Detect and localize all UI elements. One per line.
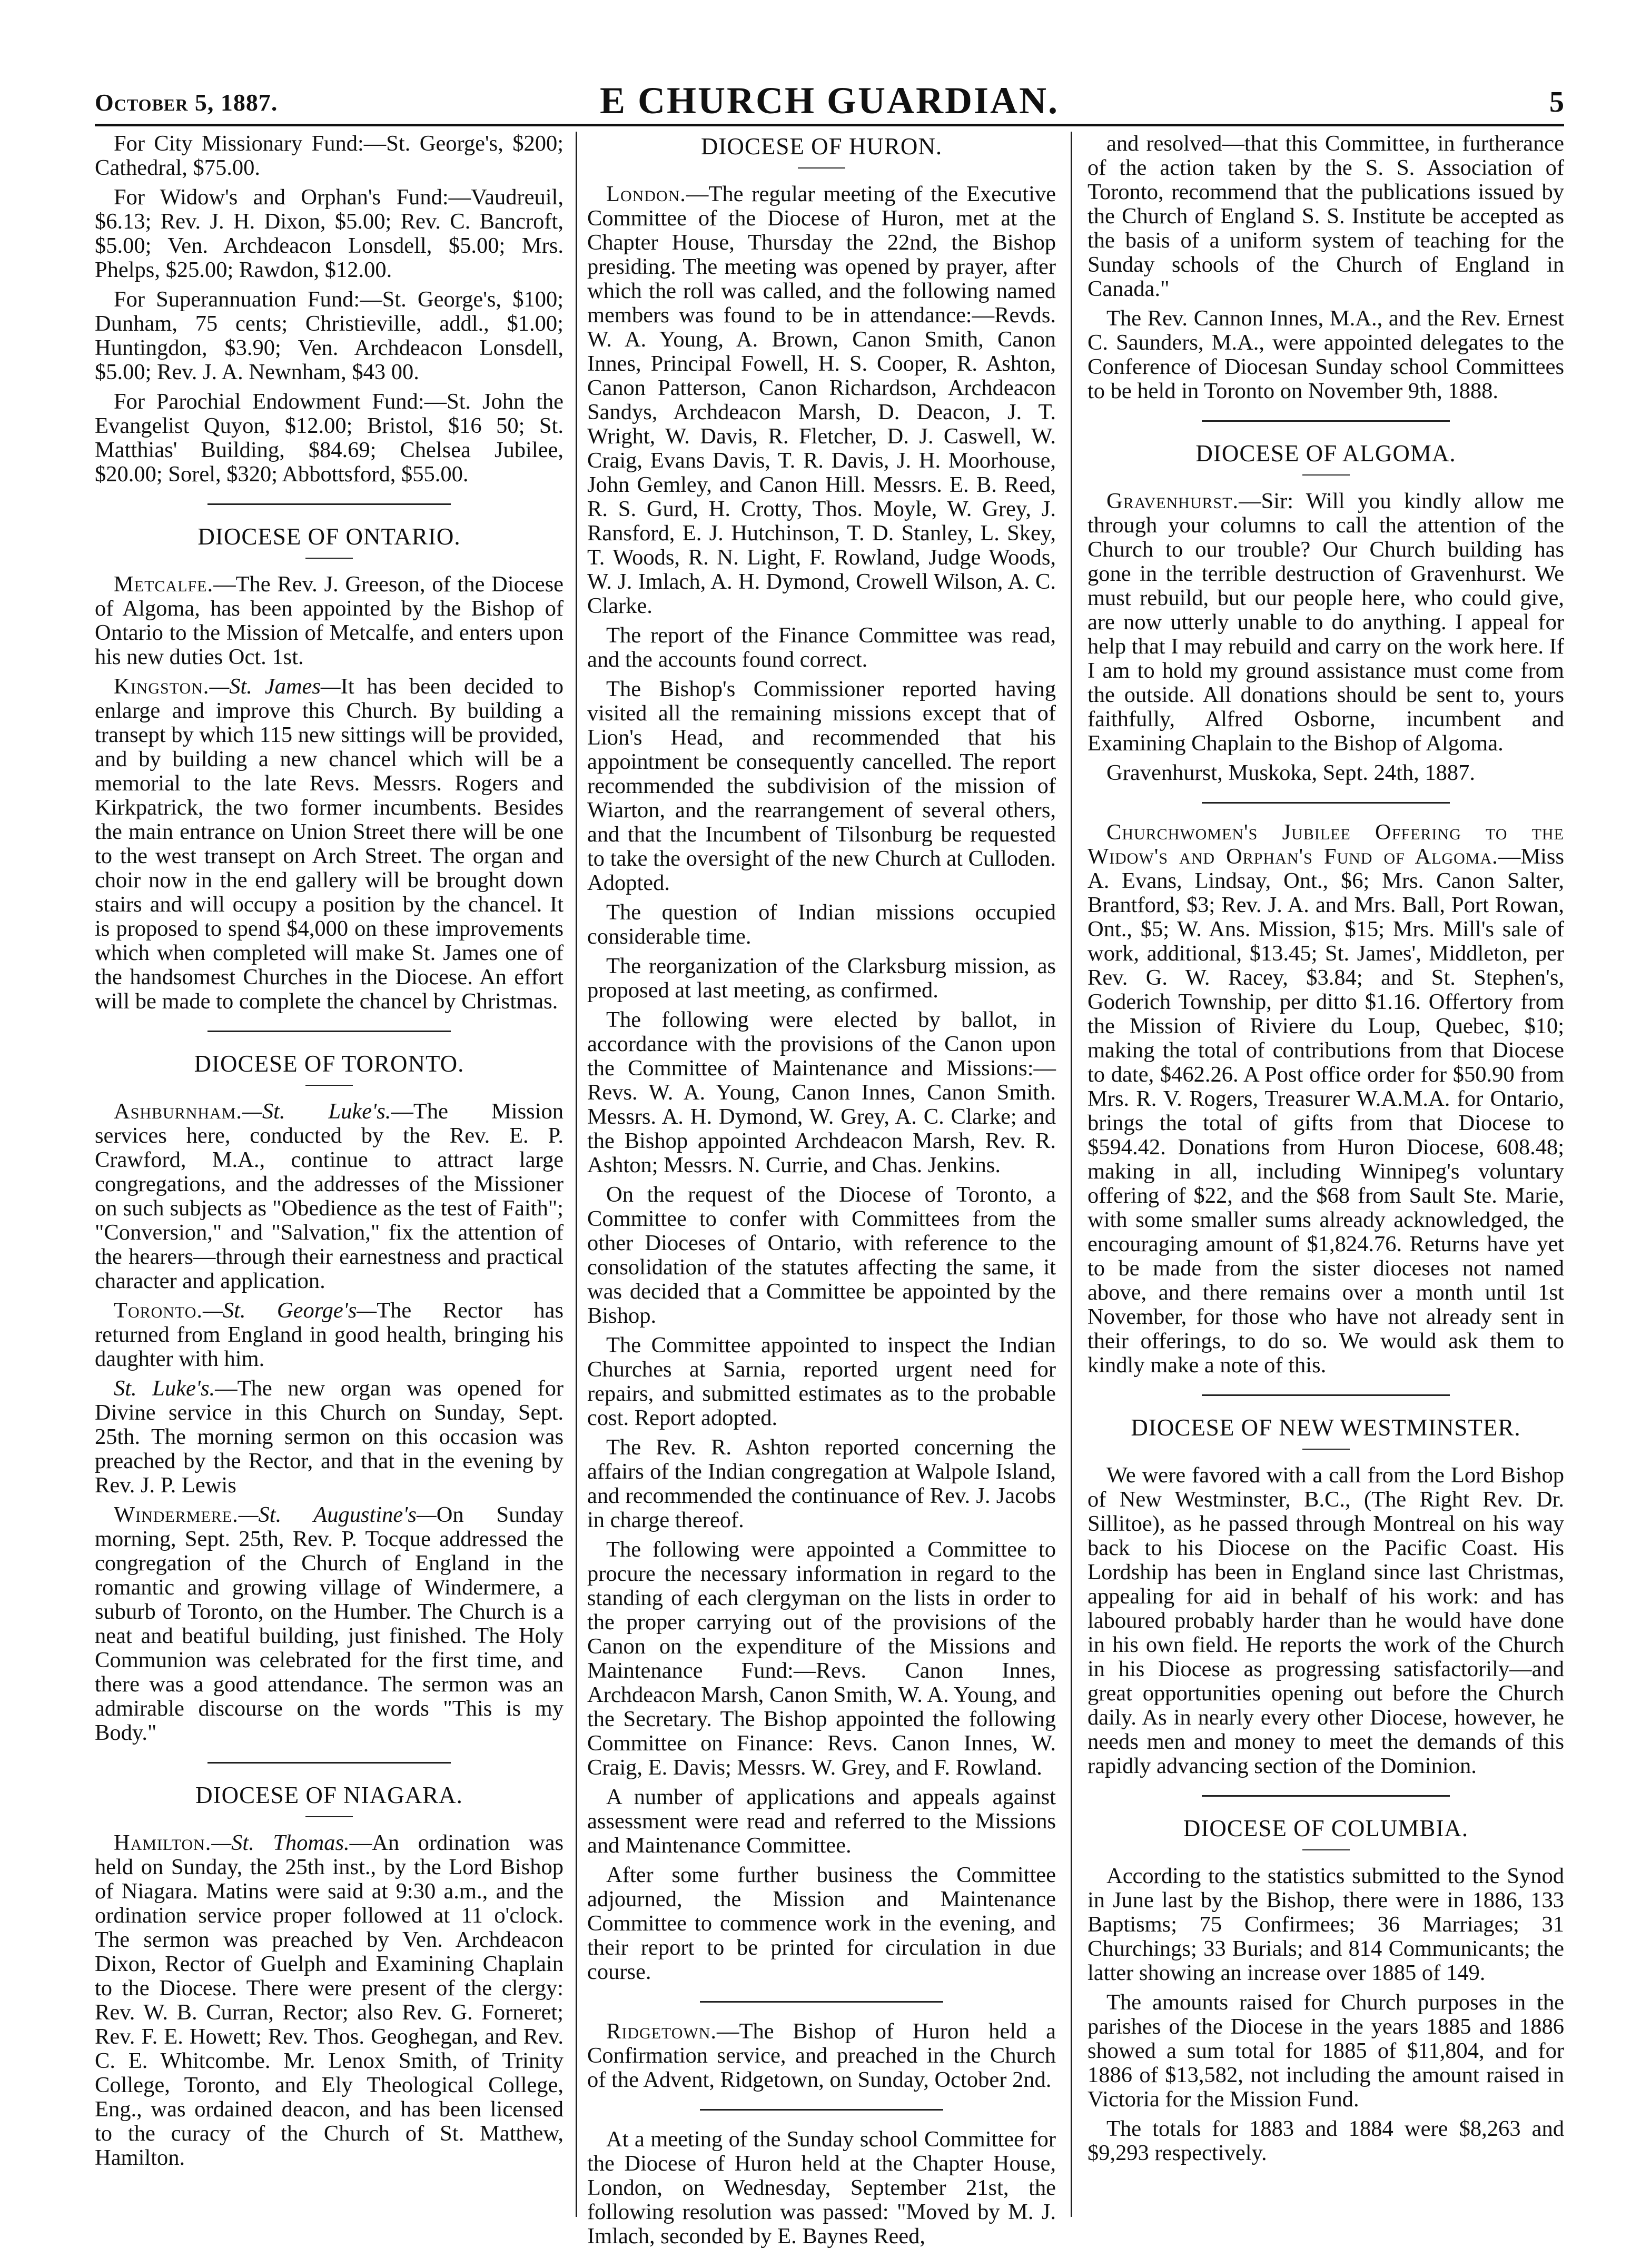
article-text: —The regular meeting of the Executive Committee of the Diocese of Huron, met at the Chapter House, Thursday the 22nd, the Bishop presiding. The meeting was opened by prayer, after which the roll was called, and the following named members was found to be in attendance:—Revds. W. A. Young, A. Brown, Canon Smith, Canon Innes, Principal Fowell, H. S. Cooper, R. Ashton, Canon Patterson, Canon Richardson, Archdeacon Sandys, Archdeacon Marsh, D. Deacon, J. T. Wright, W. Davis, R. Fletcher, D. J. Caswell, W. Craig, Evans Davis, T. R. Davis, J. H. Moorhouse, John Gemley, and Canon Hill. Messrs. E. B. Reed, R. S. Gurd, H. Crotty, Thos. Moyle, W. Grey, J. Ransford, E. J. Hutchinson, T. D. Stanley, L. Skey, T. Woods, R. N. Light, F. Rowland, Judge Woods, W. J. Imlach, A. H. Dymond, Crowell Wilson, A. C. Clarke. <box>587 182 1056 618</box>
paragraph: A number of applications and appeals against assessment were read and referred to the Missions and Maintenance Committee. <box>587 1785 1056 1858</box>
section-divider <box>1202 420 1450 422</box>
paragraph: and resolved—that this Committee, in furtherance of the action taken by the S. S. Association of Toronto, recommend that the publications issued by the Church of England S. S. Institute be accepted as the basis of a uniform system of teaching for the Sunday schools of the Church of England in Canada." <box>1088 131 1564 301</box>
section-divider <box>207 1031 451 1032</box>
place-lead: Gravenhurst. <box>1106 489 1239 513</box>
place-lead: London. <box>606 182 686 206</box>
paragraph: The Bishop's Commissioner reported having visited all the remaining missions except that of Lion's Head, and recommended that his appointment be consequently cancelled. The report recommended the subdivision of the mission of Wiarton, and the rearrangement of several others, and that the Incumbent of Tilsonburg be requested to take the oversight of the new Church at Culloden. Adopted. <box>587 677 1056 895</box>
paragraph: For City Missionary Fund:—St. George's, $200; Cathedral, $75.00. <box>95 131 563 180</box>
article-paragraph <box>95 675 563 1014</box>
place-lead: Kingston. <box>114 674 210 699</box>
article-paragraph <box>95 1376 563 1498</box>
page-number: 5 <box>1549 86 1564 118</box>
article-paragraph <box>1088 489 1564 756</box>
article-text: On Sunday morning, Sept. 25th, Rev. P. Tocque addressed the congregation of the Church of England in the romantic and growing village of Windermere, a suburb of Toronto, on the Humber. The Church is a neat and beatiful building, just finished. The Holy Communion was celebrated for the first time, and there was a good attendance. The sermon was an admirable discourse on the words "This is my Body." <box>95 1502 563 1745</box>
newspaper-title: E CHURCH GUARDIAN. <box>599 80 1059 122</box>
heading-rule <box>305 558 353 559</box>
article-paragraph <box>95 572 563 669</box>
place-lead: Churchwomen's Jubilee Offering to the Widow's and Orphan's Fund of Algoma. <box>1088 820 1564 869</box>
article-paragraph <box>1088 820 1564 1378</box>
heading-rule <box>1302 1449 1350 1450</box>
article-paragraph <box>95 1503 563 1745</box>
church-name: —St. James— <box>209 674 341 699</box>
article-paragraph <box>95 1299 563 1371</box>
column-left <box>95 132 563 2227</box>
paragraph: The Rev. Cannon Innes, M.A., and the Rev. Ernest C. Saunders, M.A., were appointed delegates to the Conference of Diocesan Sunday school Committees to be held in Toronto on November 9th, 1888. <box>1088 306 1564 403</box>
page-header <box>95 79 1564 126</box>
paragraph: The question of Indian missions occupied considerable time. <box>587 900 1056 949</box>
paragraph: The Committee appointed to inspect the Indian Churches at Sarnia, reported urgent need for repairs, and submitted estimates as to the probable cost. Report adopted. <box>587 1333 1056 1430</box>
paragraph: For Parochial Endowment Fund:—St. John the Evangelist Quyon, $12.00; Bristol, $16 50; St. Matthias' Building, $84.69; Chelsea Jubilee, $20.00; Sorel, $320; Abbottsford, $55.00. <box>95 389 563 487</box>
section-heading: DIOCESE OF NEW WESTMINSTER. <box>1131 1414 1521 1441</box>
paragraph: The following were appointed a Committee to procure the necessary information in regard to the standing of each clergyman on the lists in order to the proper carrying out of the provisions of the Canon on the expenditure of the Missions and Maintenance Fund:—Revs. Canon Innes, Archdeacon Marsh, Canon Smith, W. A. Young, and the Secretary. The Bishop appointed the following Committee on Finance: Revs. Canon Innes, W. Craig, E. Davis; Messrs. W. Grey, and F. Rowland. <box>587 1537 1056 1780</box>
church-name: —St. Augustine's— <box>238 1502 437 1527</box>
section-divider <box>1202 1795 1450 1797</box>
paragraph: The reorganization of the Clarksburg mission, as proposed at last meeting, as confirmed. <box>587 954 1056 1003</box>
heading-rule <box>305 1816 353 1817</box>
section-heading: DIOCESE OF TORONTO. <box>194 1051 464 1077</box>
section-divider <box>207 1762 451 1764</box>
paragraph: The amounts raised for Church purposes in the parishes of the Diocese in the years 1885 and 1886 showed a sum total for 1885 of $11,804, and for 1886 of $13,582, not including the amount raised in Victoria for the Mission Fund. <box>1088 1990 1564 2112</box>
column-right <box>1088 132 1564 2227</box>
article-text: It has been decided to enlarge and improve this Church. By building a transept by which 115 new sittings will be provided, and by building a new chancel which will be a memorial to the late Revs. Messrs. Rogers and Kirkpatrick, the two former incumbents. Besides the main entrance on Union Street there will be one to the west transept on Arch Street. The organ and choir now in the end gallery will be brought down stairs and will occupy a position by the chancel. It is proposed to spend $4,000 on these improvements which when completed will make St. James one of the handsomest Churches in the Diocese. An effort will be made to complete the chancel by Christmas. <box>95 674 563 1014</box>
heading-rule <box>1302 474 1350 476</box>
place-lead: Toronto. <box>114 1298 203 1323</box>
heading-rule <box>798 167 845 169</box>
place-lead: Windermere. <box>114 1502 239 1527</box>
section-heading: DIOCESE OF COLUMBIA. <box>1183 1815 1469 1841</box>
article-paragraph <box>95 1831 563 2170</box>
article-text: —The Bishop of Huron held a Confirmation service, and preached in the Church of the Advent, Ridgetown, on Sunday, October 2nd. <box>587 2019 1056 2092</box>
article-paragraph <box>587 182 1056 618</box>
section-divider <box>700 2109 944 2111</box>
column-middle <box>587 132 1056 2249</box>
church-name: —St. George's— <box>203 1298 377 1323</box>
article-text: —Miss A. Evans, Lindsay, Ont., $6; Mrs. Canon Salter, Brantford, $3; Rev. J. A. and Mrs. Ball, Port Rowan, Ont., $5; W. Ans. Mission, $15; Mrs. Mill's sale of work, additional, $13.45; St. James', Middleton, per Rev. G. W. Racey, $3.84; and St. Stephen's, Goderich Township, per ditto $1.16. Offertory from the Mission of Riviere du Loup, Quebec, $10; making the total of contributions from that Diocese to date, $462.26. A Post office order for $50.90 from Mrs. R. V. Rogers, Treasurer W.A.M.A. for Ontario, brings the total of gifts from that Diocese to $594.42. Donations from Huron Diocese, 608.48; making in all, including Winnipeg's voluntary offering of $22, and the $68 from Sault Ste. Marie, with some smaller sums already acknowledged, the encouraging amount of $1,824.76. Returns have yet to be made from the sister dioceses not named above, and there remains over a month until 1st November, for those who have not already sent in their offerings, to do so. We would ask them to kindly make a note of this. <box>1088 844 1564 1378</box>
article-text: The Rector has returned from England in good health, bringing his daughter with him. <box>95 1298 564 1371</box>
paragraph: The report of the Finance Committee was read, and the accounts found correct. <box>587 623 1056 672</box>
heading-rule <box>1302 1849 1350 1850</box>
article-text: —Sir: Will you kindly allow me through your columns to call the attention of the Church to our trouble? Our Church building has gone in the terrible destruction of Gravenhurst. We must rebuild, but our people here, who could give, are now utterly unable to do anything. I appeal for help that I may rebuild and carry on the work here. If I am to hold my ground assistance must come from the outside. All donations should be sent to, yours faithfully, Alfred Osborne, incumbent and Examining Chaplain to the Bishop of Algoma. <box>1088 489 1564 756</box>
section-divider <box>207 503 451 505</box>
section-heading: DIOCESE OF ALGOMA. <box>1195 440 1456 467</box>
section-heading: DIOCESE OF HURON. <box>700 133 943 160</box>
place-lead: Hamilton. <box>114 1830 212 1855</box>
church-name: St. Luke's. <box>114 1376 215 1401</box>
article-text: —An ordination was held on Sunday, the 25th inst., by the Lord Bishop of Niagara. Matins were said at 9:30 a.m., and the ordination service proper followed at 11 o'clock. The sermon was preached by Ven. Archdeacon Dixon, Rector of Guelph and Examining Chaplain to the Diocese. There were present of the clergy: Rev. W. B. Curran, Rector; also Rev. G. Forneret; Rev. F. E. Howett; Rev. Thos. Geoghegan, and Rev. C. E. Whitcombe. Mr. Lenox Smith, of Trinity College, Toronto, and Ely Theological College, Eng., was ordained deacon, and has been licensed to the curacy of the Church of St. Matthew, Hamilton. <box>95 1830 564 2170</box>
paragraph: The totals for 1883 and 1884 were $8,263 and $9,293 respectively. <box>1088 2116 1564 2165</box>
issue-date: October 5, 1887. <box>95 89 278 116</box>
section-heading: DIOCESE OF ONTARIO. <box>197 523 461 550</box>
section-divider <box>700 2001 944 2003</box>
place-lead: Ashburnham. <box>114 1099 243 1124</box>
paragraph: For Superannuation Fund:—St. George's, $100; Dunham, 75 cents; Christieville, addl., $1.00; Huntingdon, $3.90; Ven. Archdeacon Lonsdell, $5.00; Rev. J. A. Newnham, $43 00. <box>95 287 563 384</box>
article-text: —The Mission services here, conducted by the Rev. E. P. Crawford, M.A., continue to attract large congregations, and the addresses of the Missioner on such subjects as "Obedience as the test of Faith"; "Conversion," and "Salvation," fix the attention of the hearers—through their earnestness and practical character and application. <box>95 1099 563 1293</box>
paragraph: On the request of the Diocese of Toronto, a Committee to confer with Committees from the other Dioceses of Ontario, with reference to the consolidation of the statutes affecting the same, it was decided that a Committee be appointed by the Bishop. <box>587 1182 1056 1328</box>
place-lead: Ridgetown. <box>606 2019 717 2044</box>
paragraph: The Rev. R. Ashton reported concerning the affairs of the Indian congregation at Walpole Island, and recommended the continuance of Rev. J. Jacobs in charge thereof. <box>587 1435 1056 1532</box>
paragraph: We were favored with a call from the Lord Bishop of New Westminster, B.C., (The Right Rev. Dr. Sillitoe), as he passed through Montreal on his way back to his Diocese on the Pacific Coast. His Lordship has been in England since last Christmas, appealing for aid in behalf of his work: and has laboured probably harder than he would have done in his own field. He reports the work of the Church in his Diocese as progressing satisfactorily—and great opportunities opening out before the Church daily. As in nearly every other Diocese, however, he needs men and money to meet the demands of this rapidly advancing section of the Dominion. <box>1088 1463 1564 1778</box>
section-divider <box>1202 1394 1450 1396</box>
section-divider <box>1202 802 1450 804</box>
place-lead: Metcalfe. <box>114 572 214 597</box>
paragraph: At a meeting of the Sunday school Committee for the Diocese of Huron held at the Chapter House, London, on Wednesday, September 21st, the following resolution was passed: "Moved by M. J. Imlach, seconded by E. Baynes Reed, <box>587 2127 1056 2249</box>
article-text: —The new organ was opened for Divine service in this Church on Sunday, Sept. 25th. The morning sermon on this occasion was preached by the Rector, and that in the evening by Rev. J. P. Lewis <box>95 1376 563 1498</box>
letter-signature: Gravenhurst, Muskoka, Sept. 24th, 1887. <box>1106 760 1476 785</box>
article-text: —The Rev. J. Greeson, of the Diocese of Algoma, has been appointed by the Bishop of Ontario to the Mission of Metcalfe, and enters upon his new duties Oct. 1st. <box>95 572 563 669</box>
paragraph: After some further business the Committee adjourned, the Mission and Maintenance Committee to commence work in the evening, and their report to be printed for circulation in due course. <box>587 1863 1056 1984</box>
column-rule-left <box>576 132 577 2217</box>
column-rule-right <box>1071 132 1072 2217</box>
paragraph: According to the statistics submitted to the Synod in June last by the Bishop, there were in 1886, 133 Baptisms; 75 Confirmees; 36 Marriages; 31 Churchings; 33 Burials; and 814 Communicants; the latter showing an increase over 1885 of 149. <box>1088 1864 1564 1985</box>
article-paragraph <box>587 2019 1056 2092</box>
church-name: —St. Thomas. <box>211 1830 350 1855</box>
church-name: —St. Luke's. <box>242 1099 391 1124</box>
section-heading: DIOCESE OF NIAGARA. <box>195 1782 463 1808</box>
paragraph: The following were elected by ballot, in accordance with the provisions of the Canon upon the Committee of Maintenance and Missions:—Revs. W. A. Young, Canon Innes, Canon Smith. Messrs. A. H. Dymond, W. Grey, A. C. Clarke; and the Bishop appointed Archdeacon Marsh, Rev. R. Ashton; Messrs. N. Currie, and Chas. Jenkins. <box>587 1007 1056 1177</box>
heading-rule <box>305 1085 353 1086</box>
paragraph: For Widow's and Orphan's Fund:—Vaudreuil, $6.13; Rev. J. H. Dixon, $5.00; Rev. C. Bancroft, $5.00; Ven. Archdeacon Lonsdell, $5.00; Mrs. Phelps, $25.00; Rawdon, $12.00. <box>95 185 563 282</box>
article-paragraph <box>95 1100 563 1293</box>
